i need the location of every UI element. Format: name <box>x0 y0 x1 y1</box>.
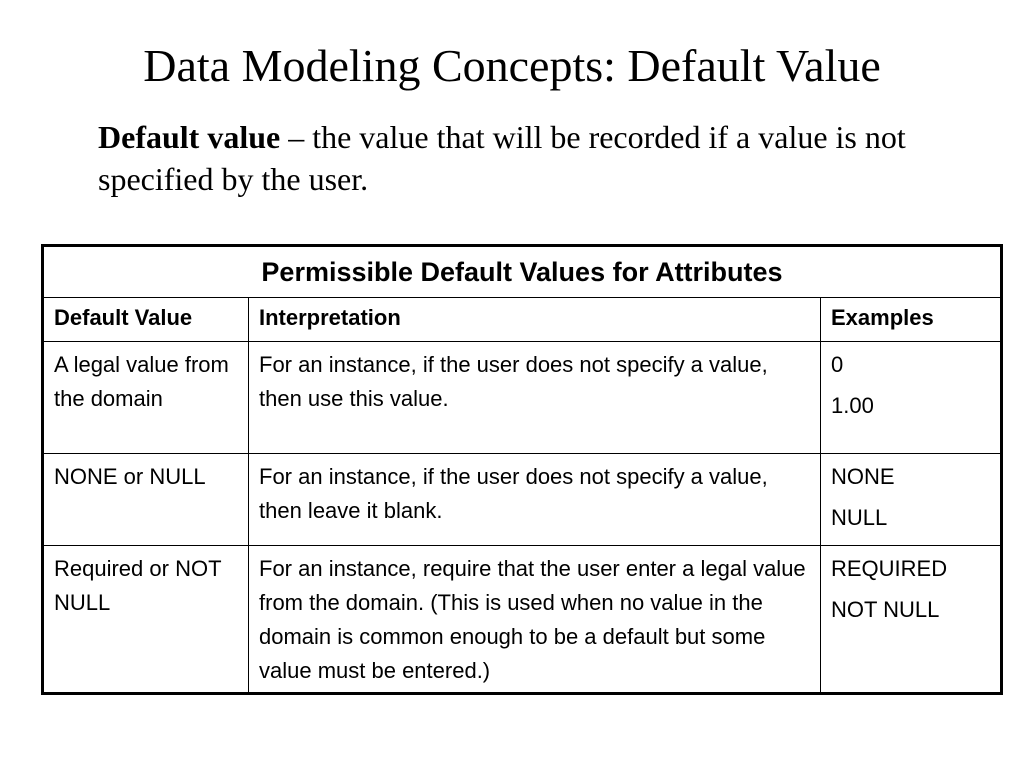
table-row <box>43 454 1002 546</box>
definition-text <box>98 116 938 200</box>
table-row <box>43 546 1002 694</box>
cell-examples <box>821 454 1002 546</box>
column-header-examples: Examples <box>821 298 1002 342</box>
cell-interpretation: For an instance, if the user does not specify a value, then use this value. <box>249 342 821 454</box>
example-value: 0 <box>831 352 844 377</box>
column-header-interpretation: Interpretation <box>249 298 821 342</box>
example-value: NULL <box>831 505 888 530</box>
default-values-table-wrap <box>41 244 1000 695</box>
cell-examples <box>821 546 1002 694</box>
definition-term: Default value <box>98 119 281 155</box>
table-header-row <box>43 298 1002 342</box>
slide-title: Data Modeling Concepts: Default Value <box>143 40 881 91</box>
cell-interpretation: For an instance, require that the user enter a legal value from the domain. (This is used when no value in the domain is common enough to be a default but some value must be entered.) <box>249 546 821 694</box>
cell-default-value: NONE or NULL <box>43 454 249 546</box>
cell-default-value: A legal value from the domain <box>43 342 249 454</box>
column-header-default-value: Default Value <box>43 298 249 342</box>
example-value: NOT NULL <box>831 597 940 622</box>
cell-examples <box>821 342 1002 454</box>
example-value: 1.00 <box>831 393 874 418</box>
table-caption-row <box>43 246 1002 298</box>
definition-body: – the value that will be recorded if a value is not specified by the user. <box>98 119 906 197</box>
cell-default-value: Required or NOT NULL <box>43 546 249 694</box>
cell-interpretation: For an instance, if the user does not specify a value, then leave it blank. <box>249 454 821 546</box>
example-value: REQUIRED <box>831 556 948 581</box>
default-values-table <box>41 244 1003 695</box>
table-row <box>43 342 1002 454</box>
table-caption: Permissible Default Values for Attributes <box>43 246 1002 298</box>
example-value: NONE <box>831 464 895 489</box>
